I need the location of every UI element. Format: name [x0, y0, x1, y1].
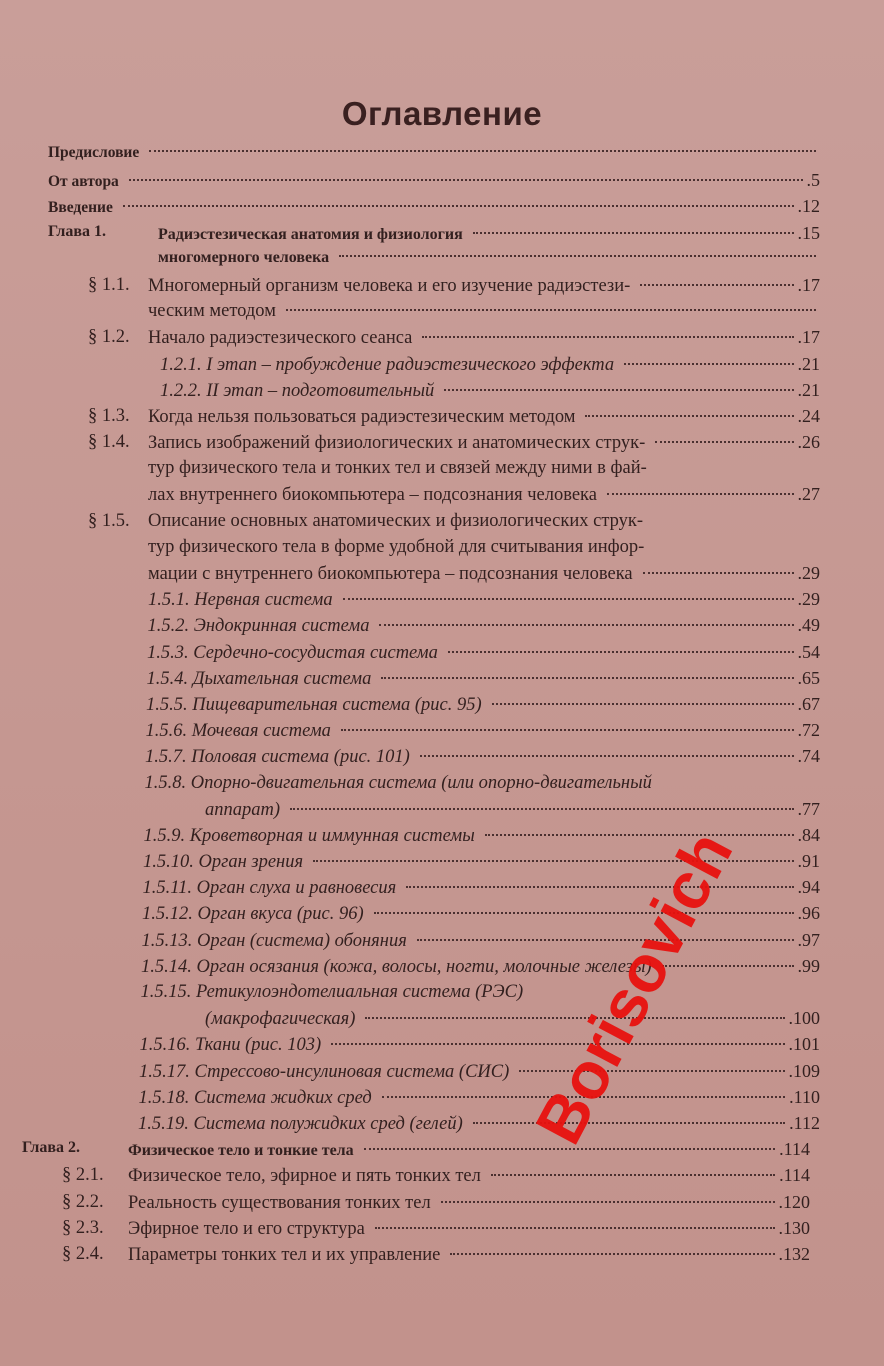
toc-entry-title: Когда нельзя пользоваться радиэстезическим методом — [148, 406, 576, 427]
dot-leader — [448, 651, 794, 653]
toc-entry — [0, 275, 884, 301]
toc-entry-title: Введение — [48, 199, 113, 217]
toc-entry-page: .17 — [797, 274, 820, 295]
dot-leader — [364, 1148, 776, 1150]
dot-leader — [441, 1201, 775, 1203]
toc-entry-page: .17 — [797, 327, 820, 348]
toc-entry — [0, 1139, 884, 1165]
toc-entry-title: 1.5.5. Пищеварительная система (рис. 95) — [146, 694, 482, 715]
toc-entry — [0, 642, 884, 668]
toc-entry-title: 1.5.19. Система полужидких сред (гелей) — [138, 1113, 463, 1134]
toc-entry-title: 1.2.2. II этап – подготовительный — [160, 380, 435, 401]
dot-leader — [290, 808, 793, 810]
toc-entry — [0, 903, 884, 929]
toc-entry-title: Начало радиэстезического сеанса — [148, 328, 413, 349]
dot-leader — [473, 1122, 785, 1124]
dot-leader — [375, 1227, 775, 1229]
toc-entry-page: .26 — [797, 432, 820, 453]
toc-entry-page: .130 — [778, 1217, 810, 1238]
toc-entry-page: .112 — [789, 1112, 820, 1133]
toc-entry — [0, 249, 884, 275]
toc-entry — [0, 956, 884, 982]
toc-entry-title: Физическое тело, эфирное и пять тонких тел — [128, 1166, 481, 1187]
toc-entry-page: .74 — [797, 746, 820, 767]
toc-entry-title: Параметры тонких тел и их управление — [128, 1244, 441, 1265]
toc-entry-page: .54 — [797, 641, 820, 662]
toc-entry-page: .29 — [797, 563, 820, 583]
toc-entry-number: Глава 2. — [22, 1139, 80, 1157]
dot-leader — [485, 834, 794, 836]
toc-entry — [0, 1244, 884, 1270]
toc-entry — [0, 982, 884, 1008]
toc-entry — [0, 301, 884, 327]
dot-leader — [444, 389, 793, 391]
toc-entry — [0, 1218, 884, 1244]
toc-entry — [0, 615, 884, 641]
toc-entry — [0, 589, 884, 615]
toc-entry-title: 1.5.18. Система жидких сред — [138, 1087, 372, 1108]
dot-leader — [643, 572, 794, 574]
toc-entry-page: .101 — [788, 1034, 820, 1055]
toc-entry-page: .72 — [797, 720, 820, 741]
toc-entry-page: .84 — [797, 824, 820, 845]
toc-entry — [0, 327, 884, 353]
dot-leader — [422, 336, 793, 338]
toc-entry-title: 1.5.10. Орган зрения — [143, 852, 304, 873]
toc-entry-title: 1.5.1. Нервная система — [148, 590, 333, 611]
dot-leader — [624, 363, 793, 365]
watermark: Borisovich — [520, 819, 747, 1156]
toc-entry — [0, 799, 884, 825]
toc-entry-title: 1.5.2. Эндокринная система — [147, 616, 370, 637]
toc-entry-title: 1.5.7. Половая система (рис. 101) — [145, 747, 410, 768]
toc-entry-page: .67 — [797, 693, 820, 714]
toc-entry — [0, 773, 884, 799]
dot-leader — [341, 729, 794, 731]
toc-entry-title: Эфирное тело и его структура — [128, 1218, 365, 1239]
dot-leader — [339, 255, 816, 257]
toc-entry-page: .21 — [797, 379, 820, 400]
toc-entry-title: 1.5.12. Орган вкуса (рис. 96) — [142, 904, 364, 925]
toc-entry-title: 1.5.3. Сердечно-сосудистая система — [147, 642, 438, 663]
toc-entry-number: § 2.4. — [62, 1243, 104, 1264]
dot-leader — [450, 1253, 774, 1255]
toc-entry-number: § 1.1. — [88, 274, 130, 295]
toc-entry-title: 1.5.4. Дыхательная система — [146, 668, 372, 689]
dot-leader — [379, 624, 793, 626]
toc-entry-page: .114 — [779, 1139, 810, 1160]
dot-leader — [343, 598, 794, 600]
toc-entry-page: .94 — [797, 877, 820, 898]
toc-entry — [0, 1113, 884, 1139]
toc-entry-title: От автора — [48, 173, 119, 191]
toc-entry-number: § 2.2. — [62, 1191, 104, 1212]
toc-entry — [0, 720, 884, 746]
toc-entry-number: § 1.4. — [88, 432, 130, 453]
toc-entry-page: .91 — [797, 851, 820, 872]
toc-entry — [0, 1165, 884, 1191]
toc-entry — [0, 484, 884, 510]
dot-leader — [129, 179, 803, 181]
toc-entry-page: .27 — [797, 484, 820, 505]
toc-entry-title: 1.5.8. Опорно-двигательная система (или опорно-двигательный — [144, 772, 652, 793]
dot-leader — [473, 232, 794, 234]
toc-entry — [0, 694, 884, 720]
toc-entry-title: 1.5.13. Орган (система) обоняния — [141, 930, 407, 951]
dot-leader — [585, 415, 793, 417]
toc-entry-page: .132 — [778, 1243, 810, 1264]
toc-entry — [0, 354, 884, 380]
dot-leader — [381, 677, 793, 679]
dot-leader — [123, 205, 794, 207]
toc-entry-title: 1.5.6. Мочевая система — [145, 721, 331, 742]
toc-entry-page: .120 — [778, 1191, 810, 1212]
toc-entry-title: 1.5.15. Ретикулоэндотелиальная система (РЭС) — [140, 982, 524, 1002]
toc-entry — [0, 1061, 884, 1087]
toc-entry — [0, 406, 884, 432]
toc-entry-number: § 1.5. — [88, 510, 130, 531]
toc-entry — [0, 144, 884, 170]
toc-entry-page: .65 — [797, 667, 820, 688]
toc-entry-page: .29 — [797, 589, 820, 610]
toc-entry-page: .99 — [797, 955, 820, 976]
toc-entry-title: Реальность существования тонких тел — [128, 1192, 431, 1213]
dot-leader — [286, 309, 816, 311]
toc-entry — [0, 563, 884, 589]
dot-leader — [607, 493, 794, 495]
toc-entry-number: § 2.3. — [62, 1217, 104, 1238]
toc-entry — [0, 432, 884, 458]
dot-leader — [417, 939, 794, 941]
dot-leader — [406, 886, 793, 888]
dot-leader — [640, 284, 793, 286]
toc-entry-title: 1.2.1. I этап – пробуждение радиэстезического эффекта — [160, 354, 615, 375]
toc-entry — [0, 458, 884, 484]
toc-entry-title: 1.5.11. Орган слуха и равновесия — [142, 878, 397, 899]
toc-entry-page: .96 — [797, 903, 820, 924]
toc-entry — [0, 930, 884, 956]
toc-entry — [0, 746, 884, 772]
toc-entry-title: Многомерный организм человека и его изучение радиэстези- — [148, 275, 631, 296]
toc-entry — [0, 1034, 884, 1060]
toc-entry-title: Физическое тело и тонкие тела — [128, 1142, 354, 1160]
dot-leader — [420, 755, 794, 757]
table-of-contents — [0, 144, 884, 1270]
toc-entry-page: .12 — [797, 196, 820, 217]
toc-entry-title: лах внутреннего биокомпьютера – подсознания человека — [148, 485, 597, 506]
dot-leader — [491, 1174, 775, 1176]
toc-entry-number: § 1.2. — [88, 327, 130, 348]
toc-entry — [0, 380, 884, 406]
toc-entry-page: .24 — [797, 405, 820, 426]
toc-entry-title: 1.5.14. Орган осязания (кожа, волосы, ногти, молочные железы) — [141, 956, 652, 977]
toc-entry-number: Глава 1. — [48, 222, 106, 240]
toc-entry-title: Радиэстезическая анатомия и физиология — [158, 225, 463, 243]
toc-entry-title: мации с внутреннего биокомпьютера – подсознания человека — [148, 564, 633, 584]
toc-entry — [0, 1008, 884, 1034]
dot-leader — [374, 912, 794, 914]
dot-leader — [331, 1043, 784, 1045]
toc-entry-title: 1.5.16. Ткани (рис. 103) — [139, 1035, 322, 1056]
toc-entry — [0, 877, 884, 903]
toc-entry-title: (макрофагическая) — [205, 1009, 356, 1030]
toc-entry — [0, 668, 884, 694]
toc-entry — [0, 1192, 884, 1218]
toc-entry-page: .5 — [806, 170, 820, 191]
toc-entry-number: § 1.3. — [88, 405, 130, 426]
toc-entry-page: .100 — [788, 1008, 820, 1029]
toc-entry-page: .77 — [797, 798, 820, 819]
toc-entry — [0, 223, 884, 249]
toc-entry-title: 1.5.17. Стрессово-инсулиновая система (СИС) — [139, 1061, 510, 1082]
toc-entry — [0, 196, 884, 222]
toc-entry-title: Запись изображений физиологических и анатомических струк- — [148, 433, 646, 454]
toc-entry-title: тур физического тела в форме удобной для считывания инфор- — [148, 536, 645, 557]
dot-leader — [655, 441, 793, 443]
toc-entry — [0, 170, 884, 196]
toc-entry — [0, 511, 884, 537]
page-title: Оглавление — [341, 95, 543, 132]
toc-entry — [0, 851, 884, 877]
toc-entry-title: тур физического тела и тонких тел и связей между ними в фай- — [148, 458, 647, 479]
dot-leader — [149, 150, 816, 152]
toc-entry-title: Предисловие — [48, 144, 140, 161]
toc-entry — [0, 537, 884, 563]
toc-entry-title: аппарат) — [205, 799, 281, 820]
toc-entry — [0, 1087, 884, 1113]
toc-entry-page: .49 — [797, 615, 820, 636]
toc-entry-page: .15 — [797, 222, 820, 243]
toc-entry-title: 1.5.9. Кроветворная и иммунная системы — [143, 825, 475, 846]
toc-entry-title: Описание основных анатомических и физиологических струк- — [148, 510, 644, 531]
toc-entry-page: .114 — [779, 1165, 810, 1186]
toc-entry-page: .97 — [797, 929, 820, 950]
toc-entry-number: § 2.1. — [62, 1165, 104, 1186]
toc-entry-page: .110 — [789, 1086, 820, 1107]
toc-entry — [0, 825, 884, 851]
dot-leader — [492, 703, 794, 705]
toc-entry-title: ческим методом — [148, 301, 276, 322]
toc-entry-title: многомерного человека — [158, 248, 330, 266]
toc-entry-page: .109 — [788, 1060, 820, 1081]
toc-entry-page: .21 — [797, 353, 820, 374]
